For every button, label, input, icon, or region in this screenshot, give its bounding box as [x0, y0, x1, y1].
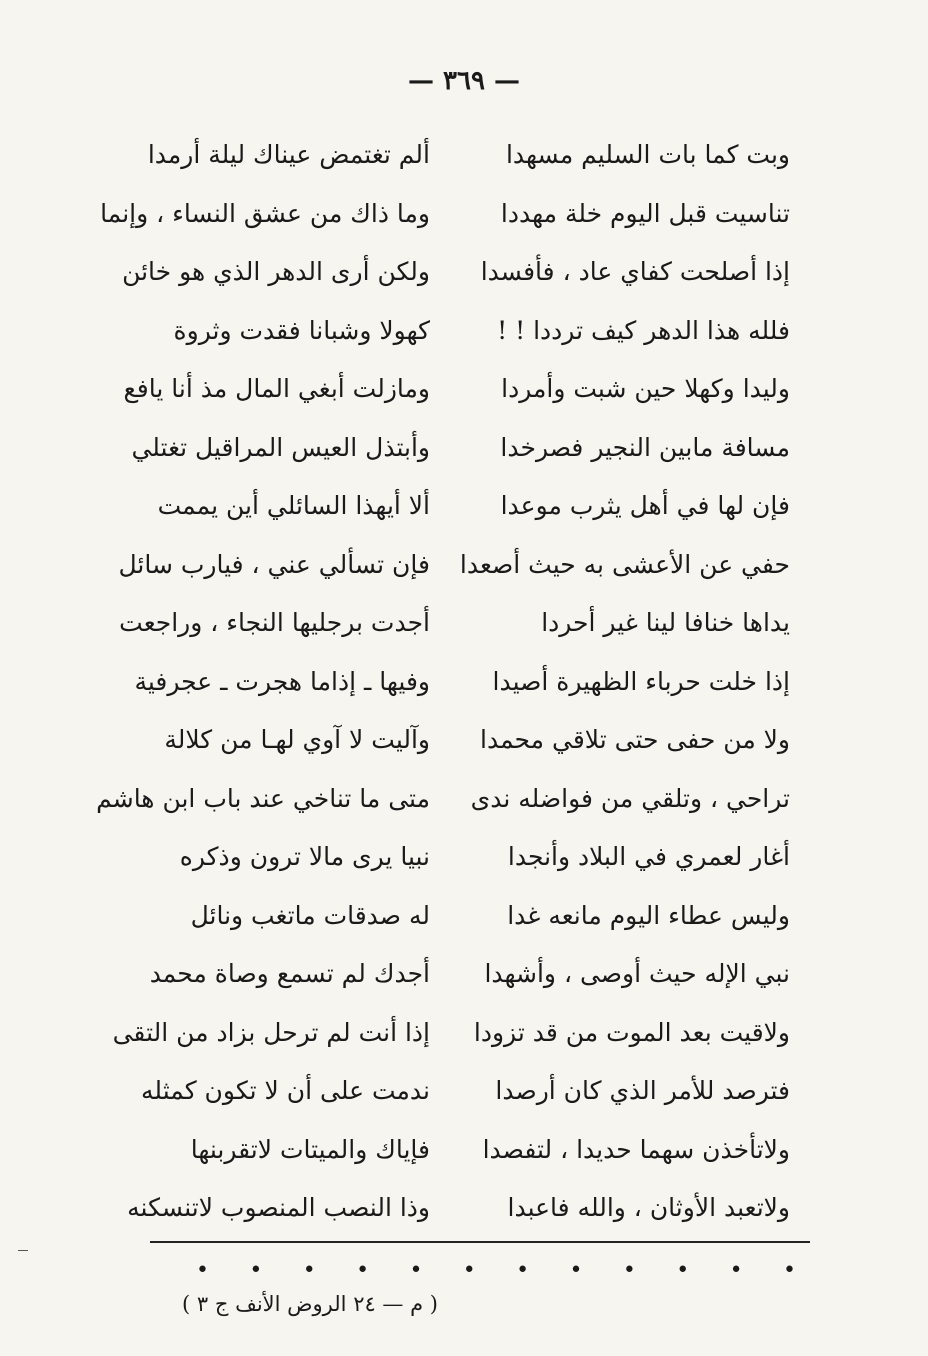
verse-first-hemistich: وفيها ـ إذاما هجرت ـ عجرفية [134, 666, 430, 696]
verse-first-hemistich: ألا أيهذا السائلي أين يممت [157, 491, 430, 520]
verse-first-hemistich: إذا أنت لم ترحل بزاد من التقى [112, 1017, 430, 1047]
printer-signature: ( م — ٢٤ الروض الأنف ج ٣ ) [182, 1292, 438, 1316]
verse-row [0, 945, 928, 1003]
verse-row [0, 711, 928, 769]
verse-second-hemistich: وليس عطاء اليوم مانعه غدا [507, 900, 790, 930]
verse-second-hemistich: ولاتأخذن سهما حديدا ، لتفصدا [482, 1134, 790, 1164]
verse-second-hemistich: يداها خنافا لينا غير أحردا [541, 608, 790, 637]
verse-second-hemistich: أغار لعمري في البلاد وأنجدا [507, 842, 790, 871]
verse-row [0, 302, 928, 360]
verse-row [0, 243, 928, 301]
verse-second-hemistich: وبت كما بات السليم مسهدا [505, 140, 790, 169]
verse-first-hemistich: كهولا وشبانا فقدت وثروة [173, 315, 430, 345]
verse-second-hemistich: مسافة مابين النجير فصرخدا [500, 432, 790, 462]
verse-first-hemistich: متى ما تناخي عند باب ابن هاشم [96, 783, 430, 813]
dotted-separator: • • • • • • • • • • • • [196, 1258, 796, 1283]
verse-second-hemistich: فترصد للأمر الذي كان أرصدا [495, 1076, 790, 1105]
verse-second-hemistich: ولاقيت بعد الموت من قد تزودا [473, 1017, 790, 1047]
verse-first-hemistich: وأبتذل العيس المراقيل تغتلي [131, 432, 430, 462]
verse-first-hemistich: ولكن أرى الدهر الذي هو خائن [122, 257, 430, 286]
verse-first-hemistich: فإن تسألي عني ، فيارب سائل [118, 549, 430, 579]
verse-first-hemistich: له صدقات ماتغب ونائل [190, 900, 430, 930]
verse-row [0, 419, 928, 477]
verse-row [0, 828, 928, 886]
page-number: — ٣٦٩ — [407, 66, 521, 96]
verse-row [0, 536, 928, 594]
verse-row [0, 1179, 928, 1237]
verse-second-hemistich: حفي عن الأعشى به حيث أصعدا [459, 549, 790, 579]
verse-second-hemistich: ولاتعبد الأوثان ، والله فاعبدا [507, 1193, 790, 1222]
verse-row [0, 770, 928, 828]
verse-first-hemistich: وآليت لا آوي لهـا من كلالة [164, 725, 430, 754]
verse-row [0, 126, 928, 184]
verse-first-hemistich: أجدك لم تسمع وصاة محمد [149, 959, 430, 988]
verse-first-hemistich: ألم تغتمض عيناك ليلة أرمدا [147, 140, 430, 169]
margin-mark [18, 1250, 28, 1251]
verse-first-hemistich: ومازلت أبغي المال مذ أنا يافع [123, 374, 430, 403]
verse-row [0, 1004, 928, 1062]
verse-row [0, 653, 928, 711]
verse-row [0, 360, 928, 418]
verse-row [0, 477, 928, 535]
verse-first-hemistich: ندمت على أن لا تكون كمثله [141, 1076, 430, 1105]
verse-first-hemistich: نبيا يرى مالا ترون وذكره [179, 842, 430, 871]
verse-first-hemistich: وما ذاك من عشق النساء ، وإنما [100, 198, 430, 228]
verse-second-hemistich: تراحي ، وتلقي من فواضله ندى [470, 783, 790, 813]
footnote-rule [150, 1241, 810, 1243]
verse-first-hemistich: وذا النصب المنصوب لاتنسكنه [127, 1193, 430, 1222]
verse-second-hemistich: تناسيت قبل اليوم خلة مهددا [500, 198, 790, 228]
verse-second-hemistich: فلله هذا الدهر كيف ترددا ! ! [497, 315, 790, 345]
verse-second-hemistich: نبي الإله حيث أوصى ، وأشهدا [484, 959, 790, 988]
verse-row [0, 1121, 928, 1179]
verse-second-hemistich: إذا خلت حرباء الظهيرة أصيدا [492, 666, 790, 696]
verse-first-hemistich: فإياك والميتات لاتقربنها [190, 1134, 430, 1164]
verse-second-hemistich: إذا أصلحت كفاي عاد ، فأفسدا [480, 257, 790, 286]
verse-first-hemistich: أجدت برجليها النجاء ، وراجعت [119, 608, 430, 637]
verse-second-hemistich: فإن لها في أهل يثرب موعدا [500, 491, 790, 520]
verse-second-hemistich: ولا من حفى حتى تلاقي محمدا [480, 725, 790, 754]
verse-row [0, 887, 928, 945]
verse-row [0, 185, 928, 243]
verse-second-hemistich: وليدا وكهلا حين شبت وأمردا [501, 374, 790, 403]
verse-row [0, 1062, 928, 1120]
verse-row [0, 594, 928, 652]
